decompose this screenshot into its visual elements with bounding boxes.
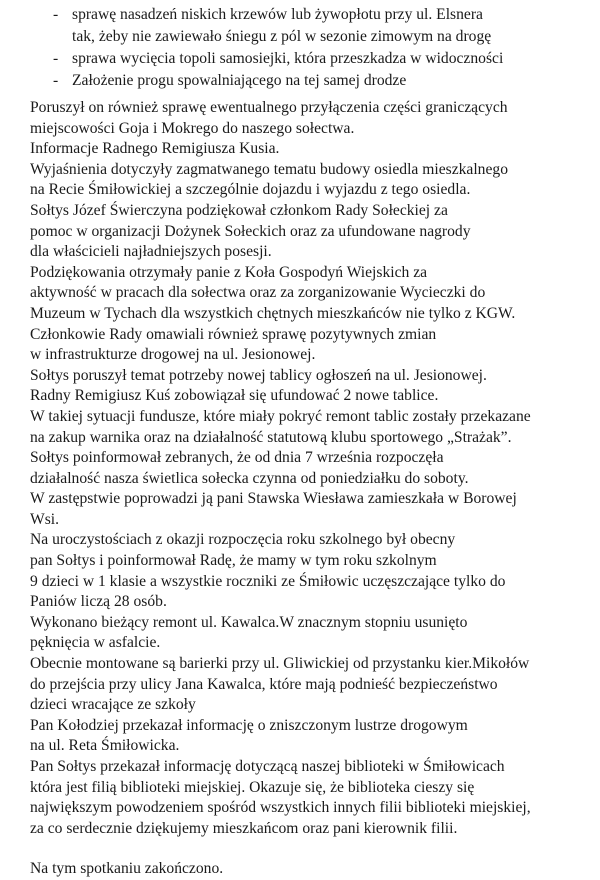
bullet-dash: - (53, 72, 59, 89)
document-body (30, 98, 590, 880)
text-line: na Recie Śmiłowickiej a szczególnie dojazdu i wyjazdu z tego osiedla. (30, 181, 471, 199)
text-line: pęknięcia w asfalcie. (30, 634, 161, 652)
text-line: dzieci wracające ze szkoły (30, 696, 196, 714)
bullet-text: Założenie progu spowalniającego na tej samej drodze (72, 72, 407, 89)
text-line: Poruszył on również sprawę ewentualnego przyłączenia części graniczących (30, 99, 508, 116)
text-line: W takiej sytuacji fundusze, które miały pokryć remont tablic zostały przekazane (30, 407, 531, 425)
text-line: Informacje Radnego Remigiusza Kusia. (30, 140, 280, 158)
text-line: Pan Sołtys przekazał informację dotyczącą naszej biblioteki w Śmiłowicach (30, 758, 505, 775)
text-line: Pan Kołodziej przekazał informację o zniszczonym lustrze drogowym (30, 716, 468, 734)
bullet-text: sprawa wycięcia topoli samosiejki, która przeszkadza w widoczności (72, 50, 504, 67)
text-line: Paniów liczą 28 osób. (30, 593, 167, 611)
text-line: pomoc w organizacji Dożynek Sołeckich oraz za ufundowane nagrody (30, 222, 471, 240)
text-line: Sołtys poruszył temat potrzeby nowej tablicy ogłoszeń na ul. Jesionowej. (30, 366, 487, 384)
text-line: Wsi. (30, 510, 60, 528)
paragraph-gap (30, 839, 590, 859)
text-line: Członkowie Rady omawiali również sprawę pozytywnych zmian (30, 325, 437, 343)
text-line: miejscowości Goja i Mokrego do naszego sołectwa. (30, 119, 355, 137)
text-line: 9 dzieci w 1 klasie a wszystkie roczniki ze Śmiłowic uczęszczające tylko do (30, 572, 506, 590)
text-line: za co serdecznie dziękujemy mieszkańcom oraz pani kierownik filii. (30, 819, 458, 837)
text-line: aktywność w pracach dla sołectwa oraz za zorganizowanie Wycieczki do (30, 284, 486, 302)
text-line: która jest filią biblioteki miejskiej. Okazuje się, że biblioteka cieszy się (30, 778, 475, 796)
text-line: Muzeum w Tychach dla wszystkich chętnych mieszkańców nie tylko z KGW. (30, 304, 516, 322)
text-line: pan Sołtys i poinformował Radę, że mamy w tym roku szkolnym (30, 552, 437, 570)
text-line: dla właścicieli najładniejszych posesji. (30, 243, 272, 261)
text-line: Sołtys poinformował zebranych, że od dnia 7 września rozpoczęła (30, 449, 444, 467)
bullet-dash: - (53, 6, 59, 23)
text-line: Wykonano bieżący remont ul. Kawalca.W znacznym stopniu usunięto (30, 613, 468, 631)
text-line: Sołtys Józef Świerczyna podziękował członkom Rady Sołeckiej za (30, 201, 448, 219)
bullet-dash: - (53, 50, 59, 67)
text-line: największym powodzeniem spośród wszystkich innych filii biblioteki miejskiej, (30, 799, 531, 817)
text-line: W zastępstwie poprowadzi ją pani Stawska Wiesława zamieszkała w Borowej (30, 490, 517, 508)
text-line: do przejścia przy ulicy Jana Kawalca, które mają podnieść bezpieczeństwo (30, 675, 498, 693)
text-line: Podziękowania otrzymały panie z Koła Gospodyń Wiejskich za (30, 263, 428, 281)
bullet-text: sprawę nasadzeń niskich krzewów lub żywopłotu przy ul. Elsnera (72, 6, 483, 23)
text-line: w infrastrukturze drogowej na ul. Jesionowej. (30, 346, 316, 364)
text-line: na ul. Reta Śmiłowicka. (30, 737, 180, 755)
closing-line: Na tym spotkaniu zakończono. (30, 860, 224, 878)
bullet-text: tak, żeby nie zawiewało śniegu z pól w sezonie zimowym na drogę (72, 28, 492, 45)
text-line: Obecnie montowane są barierki przy ul. Gliwickiej od przystanku kier.Mikołów (30, 655, 530, 673)
text-line: Na uroczystościach z okazji rozpoczęcia roku szkolnego był obecny (30, 531, 456, 549)
text-line: Radny Remigiusz Kuś zobowiązał się ufundować 2 nowe tablice. (30, 387, 439, 405)
text-line: działalność nasza świetlica sołecka czynna od poniedziałku do soboty. (30, 469, 469, 487)
text-line: na zakup warnika oraz na działalność statutową klubu sportowego „Strażak”. (30, 428, 512, 446)
text-line: Wyjaśnienia dotyczyły zagmatwanego tematu budowy osiedla mieszkalnego (30, 160, 508, 178)
